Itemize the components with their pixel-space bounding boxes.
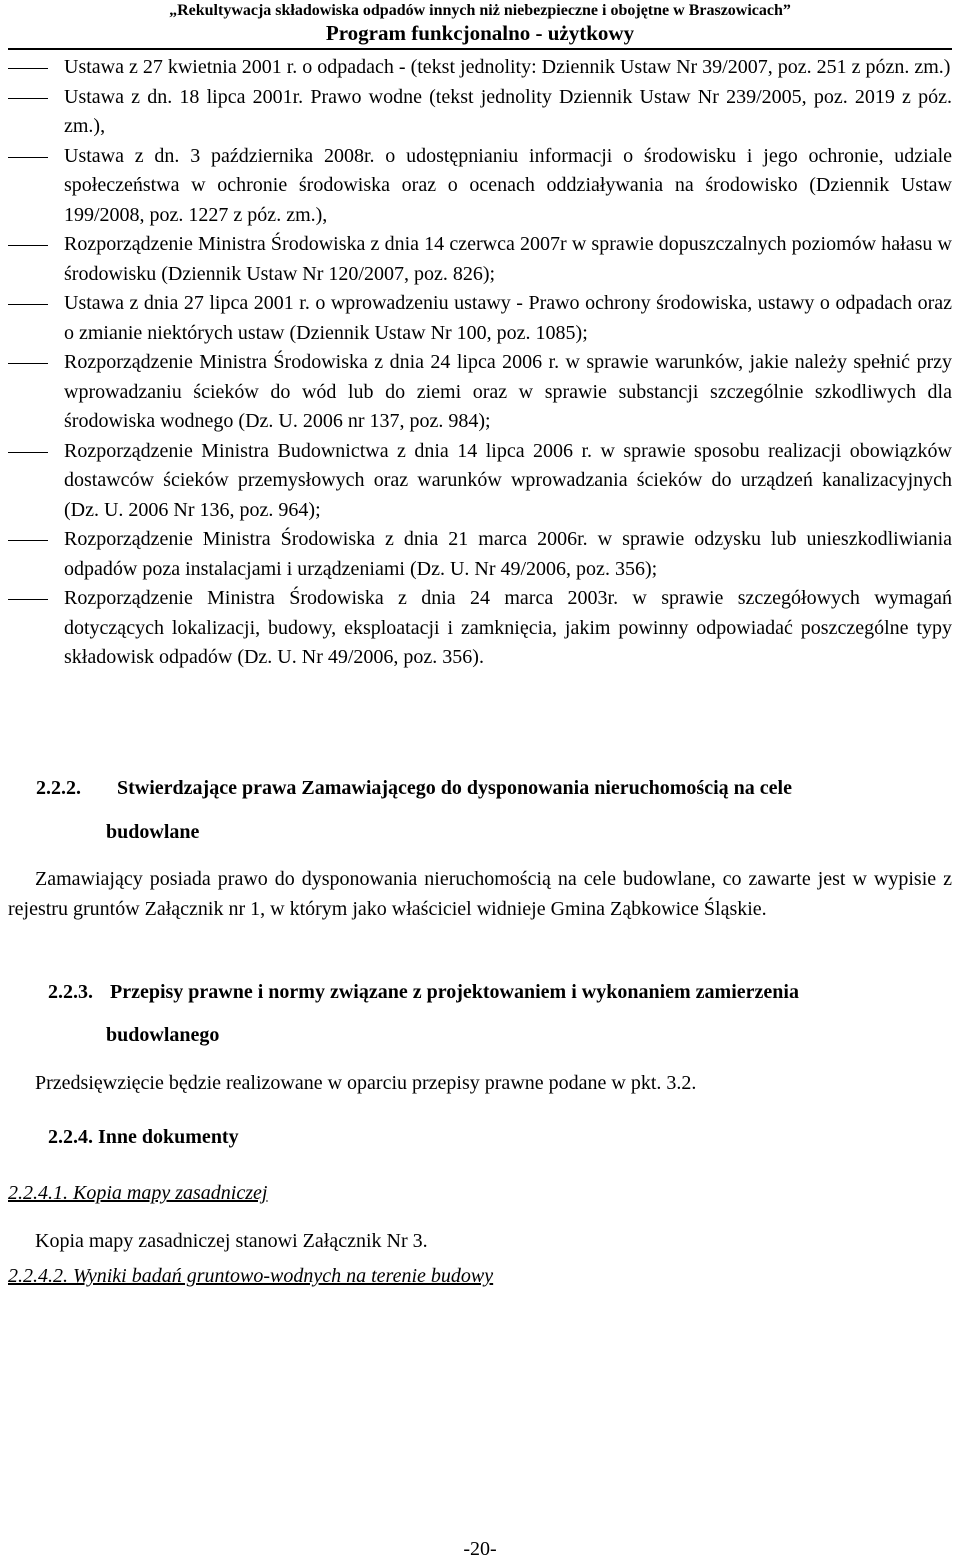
list-item xyxy=(0,230,960,289)
list-item-text: Rozporządzenie Ministra Środowiska z dnia 21 marca 2006r. w sprawie odzysku lub unieszkodliwiania odpadów poza instalacjami i urządzeniami (Dz. U. Nr 49/2006, poz. 356); xyxy=(64,528,952,580)
page-header xyxy=(0,0,960,46)
dash-bullet-icon xyxy=(8,98,48,99)
dash-bullet-icon xyxy=(8,599,48,600)
section-number: 2.2.3. xyxy=(48,981,93,1003)
list-item xyxy=(0,289,960,348)
section-paragraph: Przedsięwzięcie będzie realizowane w oparciu przepisy prawne podane w pkt. 3.2. xyxy=(35,1072,697,1094)
section-heading-continued: budowlanego xyxy=(106,1024,220,1046)
section-paragraph: Kopia mapy zasadniczej stanowi Załącznik Nr 3. xyxy=(35,1230,428,1252)
list-item-text: Ustawa z 27 kwietnia 2001 r. o odpadach - (tekst jednolity: Dziennik Ustaw Nr 39/2007, poz. 251 z pózn. zm.) xyxy=(64,56,951,78)
legal-acts-list xyxy=(0,53,960,673)
dash-bullet-icon xyxy=(8,363,48,364)
dash-bullet-icon xyxy=(8,245,48,246)
list-item xyxy=(0,437,960,526)
list-item-text: Ustawa z dn. 18 lipca 2001r. Prawo wodne (tekst jednolity Dziennik Ustaw Nr 239/2005, poz. 2019 z póz. zm.), xyxy=(64,85,952,137)
subsection-heading: 2.2.4.2. Wyniki badań gruntowo-wodnych na terenie budowy xyxy=(8,1265,494,1287)
list-item xyxy=(0,584,960,673)
section-heading-continued: budowlane xyxy=(106,821,200,843)
dash-bullet-icon xyxy=(8,68,48,69)
section-number: 2.2.2. xyxy=(36,777,81,799)
section-heading: Stwierdzające prawa Zamawiającego do dysponowania nieruchomością na cele xyxy=(117,777,792,799)
list-item-text: Rozporządzenie Ministra Budownictwa z dnia 14 lipca 2006 r. w sprawie sposobu realizacji obowiązków dostawców ścieków przemysłowych oraz warunków wprowadzania ścieków do urządzeń kanalizacyjnych (Dz. U. 2006 Nr 136, poz. 964); xyxy=(64,439,952,521)
list-item xyxy=(0,83,960,142)
section-heading: Przepisy prawne i normy związane z projektowaniem i wykonaniem zamierzenia xyxy=(110,981,799,1003)
list-item xyxy=(0,525,960,584)
dash-bullet-icon xyxy=(8,540,48,541)
document-title: „Rekultywacja składowiska odpadów innych niż niebezpieczne i obojętne w Braszowicach” xyxy=(169,2,791,19)
list-item-text: Rozporządzenie Ministra Środowiska z dnia 14 czerwca 2007r w sprawie dopuszczalnych poziomów hałasu w środowisku (Dziennik Ustaw Nr 120/2007, poz. 826); xyxy=(64,233,952,285)
page-number: -20- xyxy=(463,1538,497,1560)
dash-bullet-icon xyxy=(8,452,48,453)
list-item-text: Ustawa z dnia 27 lipca 2001 r. o wprowadzeniu ustawy - Prawo ochrony środowiska, ustawy o odpadach oraz o zmianie niektórych ustaw (Dziennik Ustaw Nr 100, poz. 1085); xyxy=(64,292,952,344)
subsection-heading: 2.2.4.1. Kopia mapy zasadniczej xyxy=(8,1182,268,1204)
section-paragraph xyxy=(8,864,952,924)
document-subtitle: Program funkcjonalno - użytkowy xyxy=(325,21,635,45)
section-heading: 2.2.4. Inne dokumenty xyxy=(48,1126,239,1148)
paragraph-text: Zamawiający posiada prawo do dysponowania nieruchomością na cele budowlane, co zawarte jest w wypisie z rejestru gruntów Załącznik nr 1, w którym jako właściciel widnieje Gmina Ząbkowice Śląskie. xyxy=(8,868,952,920)
list-item-text: Rozporządzenie Ministra Środowiska z dnia 24 lipca 2006 r. w sprawie warunków, jakie należy spełnić przy wprowadzaniu ścieków do wód lub do ziemi oraz w sprawie substancji szczególnie szkodliwych dla środowiska wodnego (Dz. U. 2006 nr 137, poz. 984); xyxy=(64,351,952,432)
list-item xyxy=(0,348,960,437)
list-item xyxy=(0,53,960,83)
list-item-text: Rozporządzenie Ministra Środowiska z dnia 24 marca 2003r. w sprawie szczegółowych wymagań dotyczących lokalizacji, budowy, eksploatacji i zamknięcia, jakim powinny odpowiadać poszczególne typy składowisk odpadów (Dz. U. Nr 49/2006, poz. 356). xyxy=(64,587,952,668)
list-item xyxy=(0,142,960,231)
header-divider xyxy=(8,48,952,50)
list-item-text: Ustawa z dn. 3 października 2008r. o udostępnianiu informacji o środowisku i jego ochronie, udziale społeczeństwa w ochronie środowiska oraz o ocenach oddziaływania na środowisko (Dziennik Ustaw 199/2008, poz. 1227 z póz. zm.), xyxy=(64,144,952,226)
dash-bullet-icon xyxy=(8,304,48,305)
dash-bullet-icon xyxy=(8,157,48,158)
